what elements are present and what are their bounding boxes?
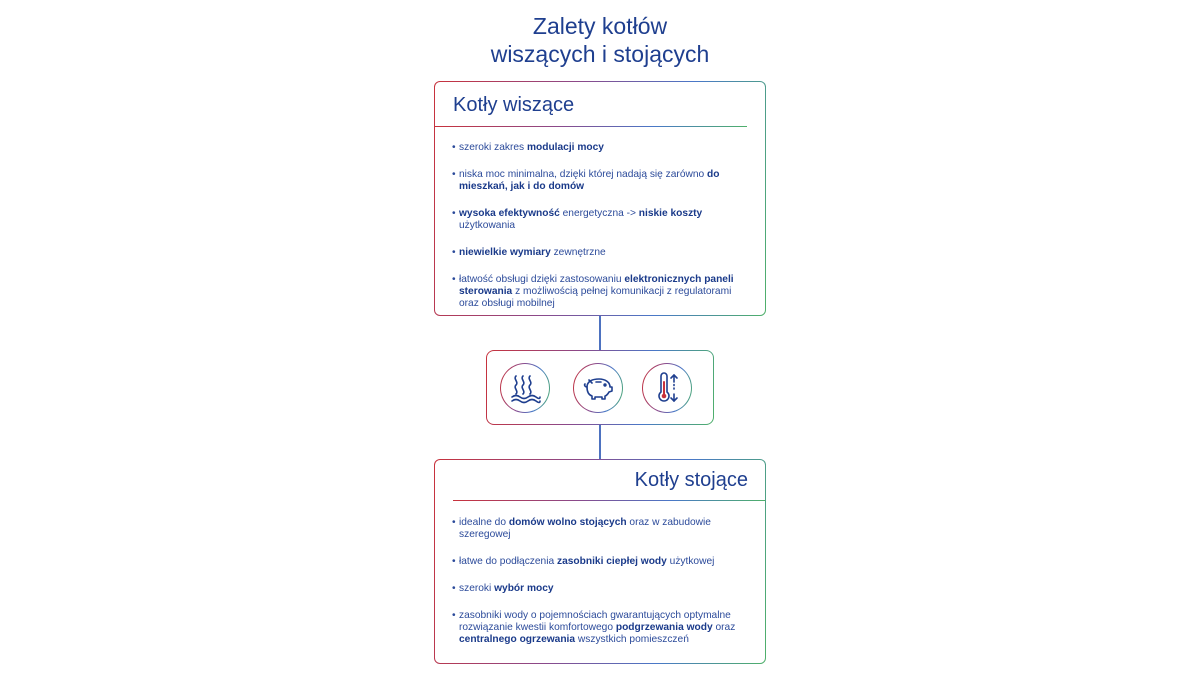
list-item [452,208,752,232]
list-item-text: z możliwością pełnej komunikacji z regulatorami oraz obsługi mobilnej [459,286,732,309]
list-item-bold-text: niewielkie wymiary [459,247,551,258]
list-item-text: łatwość obsługi dzięki zastosowaniu [459,274,625,285]
connector-line-top [599,316,601,350]
list-item-bold-text: wybór mocy [494,583,554,594]
list-item-bold-text: elektronicznych paneli sterowania [459,274,734,297]
piggy-bank-icon [573,363,623,413]
list-item-bold-text: niskie koszty [638,208,703,219]
floor-boilers-card [434,459,766,664]
list-item [452,517,752,541]
heat-waves-icon [500,363,550,413]
list-item [452,169,752,193]
floor-boilers-list [452,517,752,661]
connector-line-bottom [599,425,601,459]
list-item-text: zewnętrzne [550,247,606,258]
page-title [0,12,1200,68]
page-title-line-1: Zalety kotłów [532,13,668,39]
list-item-bold-text: wysoka efektywność [459,208,560,219]
floor-boilers-heading: Kotły stojące [634,469,748,491]
list-item-bold-text: modulacji mocy [526,142,604,153]
list-item-text: szeroki [459,583,495,594]
list-item-text: energetyczna -> [559,208,639,219]
list-item-bold-text: podgrzewania wody [615,622,713,633]
wall-boilers-heading: Kotły wiszące [453,94,575,116]
floor-boilers-divider [453,500,765,501]
list-item-text: wszystkich pomieszczeń [575,634,689,645]
list-item-text: użytkowej [666,556,715,567]
wall-boilers-list [452,142,752,325]
page-title-line-2: wiszących i stojących [490,41,710,67]
wall-boilers-card [434,81,766,316]
list-item-text: oraz [712,622,736,633]
list-item-text: niska moc minimalna, dzięki której nadają się zarówno [459,169,708,180]
thermometer-icon [642,363,692,413]
icons-box [486,350,714,425]
list-item-text: zasobniki wody o pojemnościach gwarantujących optymalne rozwiązanie kwestii komfortowego [459,610,731,633]
list-item [452,247,752,259]
list-item [452,274,752,310]
list-item-bold-text: centralnego ogrzewania [459,634,576,645]
list-item [452,556,752,568]
list-item [452,142,752,154]
list-item-text: szeroki zakres [459,142,527,153]
list-item-bold-text: do mieszkań, jak i do domów [459,169,720,192]
list-item-text: łatwe do podłączenia [459,556,557,567]
list-item [452,610,752,646]
list-item-text: oraz w zabudowie szeregowej [459,517,711,540]
list-item [452,583,752,595]
list-item-bold-text: domów wolno stojących [508,517,627,528]
list-item-text: użytkowania [459,220,516,231]
list-item-text: idealne do [459,517,509,528]
list-item-bold-text: zasobniki ciepłej wody [556,556,667,567]
wall-boilers-divider [435,126,747,127]
